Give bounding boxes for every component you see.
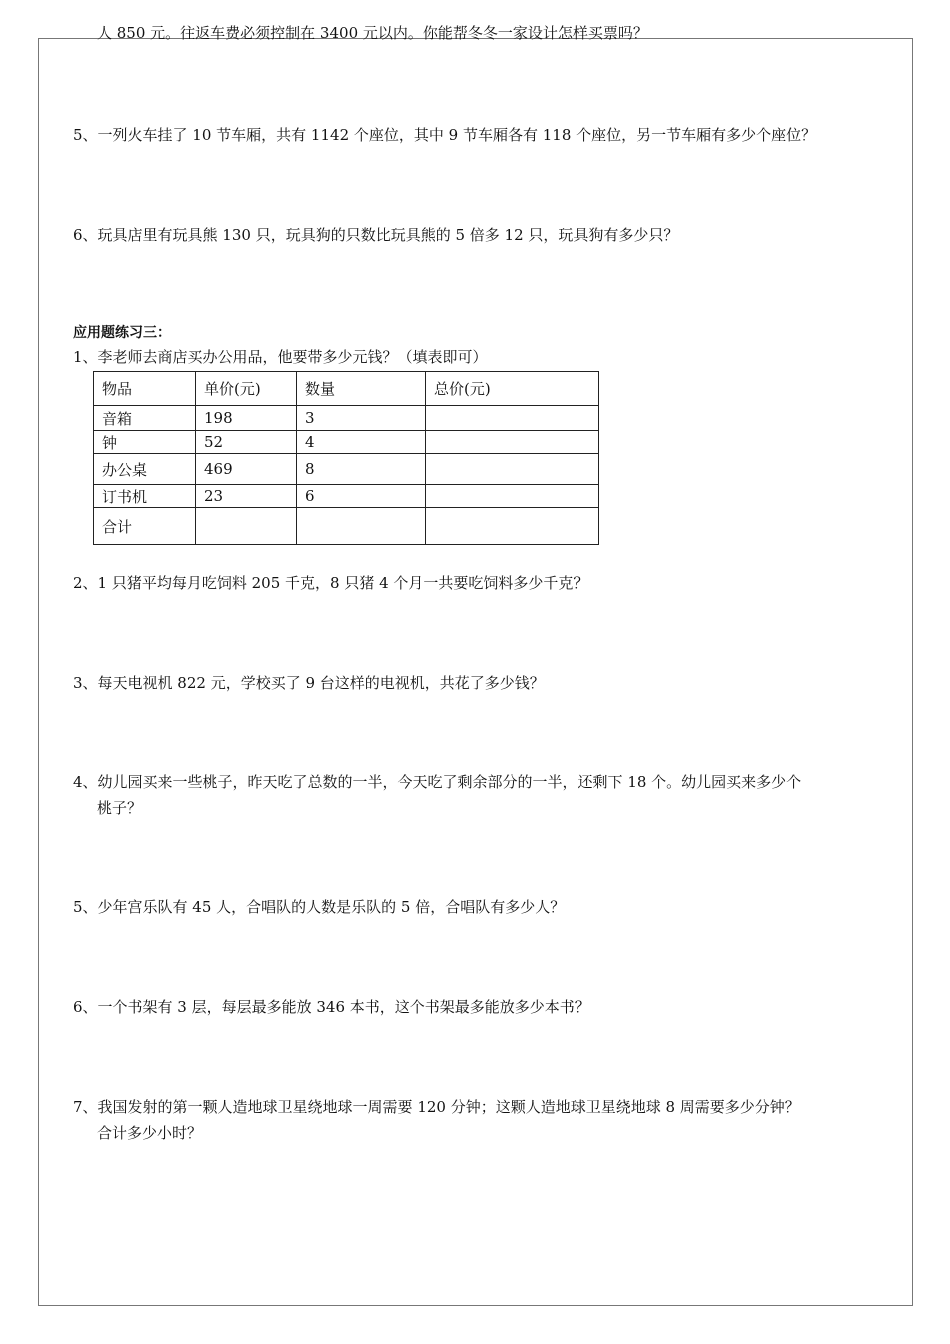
table-cell: 4: [297, 431, 426, 454]
question-7-satellite: 7、我国发射的第一颗人造地球卫星绕地球一周需要 120 分钟；这颗人造地球卫星绕地球 8 周需要多少分钟？: [73, 1098, 800, 1116]
table-header: 物品: [94, 372, 196, 406]
table-cell[interactable]: [426, 508, 599, 545]
table-cell[interactable]: [297, 508, 426, 545]
table-cell: 订书机: [94, 485, 196, 508]
table-row: [94, 406, 599, 431]
question-3-tv: 3、每天电视机 822 元，学校买了 9 台这样的电视机，共花了多少钱？: [73, 674, 545, 692]
table-header: 单价(元): [196, 372, 297, 406]
table-header-row: [94, 372, 599, 406]
table-cell[interactable]: [426, 406, 599, 431]
question-7-satellite-cont: 合计多少小时？: [97, 1124, 203, 1142]
question-6-toys: 6、玩具店里有玩具熊 130 只，玩具狗的只数比玩具熊的 5 倍多 12 只，玩具狗有多少只？: [73, 226, 679, 244]
question-4-peaches-cont: 桃子？: [97, 799, 143, 817]
question-4-peaches: 4、幼儿园买来一些桃子，昨天吃了总数的一半，今天吃了剩余部分的一半，还剩下 18 个。幼儿园买来多少个: [73, 773, 802, 791]
section-title: 应用题练习三：: [73, 325, 171, 341]
table-cell: 469: [196, 454, 297, 485]
price-table: [93, 371, 599, 545]
table-cell[interactable]: [196, 508, 297, 545]
table-cell: 6: [297, 485, 426, 508]
table-row: [94, 454, 599, 485]
continued-question-text: 人 850 元。往返车费必须控制在 3400 元以内。你能帮冬冬一家设计怎样买票吗？: [97, 24, 648, 42]
table-cell[interactable]: [426, 454, 599, 485]
table-cell: 23: [196, 485, 297, 508]
table-header: 总价(元): [426, 372, 599, 406]
question-5-train: 5、一列火车挂了 10 节车厢，共有 1142 个座位，其中 9 节车厢各有 118 个座位，另一节车厢有多少个座位？: [73, 126, 817, 144]
question-6-bookshelf: 6、一个书架有 3 层，每层最多能放 346 本书，这个书架最多能放多少本书？: [73, 998, 590, 1016]
table-header: 数量: [297, 372, 426, 406]
table-cell: 办公桌: [94, 454, 196, 485]
table-cell: 8: [297, 454, 426, 485]
table-cell: 3: [297, 406, 426, 431]
table-cell[interactable]: [426, 485, 599, 508]
table-cell: 合计: [94, 508, 196, 545]
table-row: [94, 431, 599, 454]
table-cell: 198: [196, 406, 297, 431]
table-cell: 音箱: [94, 406, 196, 431]
table-cell: 52: [196, 431, 297, 454]
table-row: [94, 485, 599, 508]
table-cell[interactable]: [426, 431, 599, 454]
table-total-row: [94, 508, 599, 545]
question-5-choir: 5、少年宫乐队有 45 人，合唱队的人数是乐队的 5 倍，合唱队有多少人？: [73, 898, 566, 916]
table-cell: 钟: [94, 431, 196, 454]
question-1-office-supplies: 1、李老师去商店买办公用品，他要带多少元钱？（填表即可）: [73, 348, 488, 366]
question-2-pig-feed: 2、1 只猪平均每月吃饲料 205 千克，8 只猪 4 个月一共要吃饲料多少千克？: [73, 574, 589, 592]
